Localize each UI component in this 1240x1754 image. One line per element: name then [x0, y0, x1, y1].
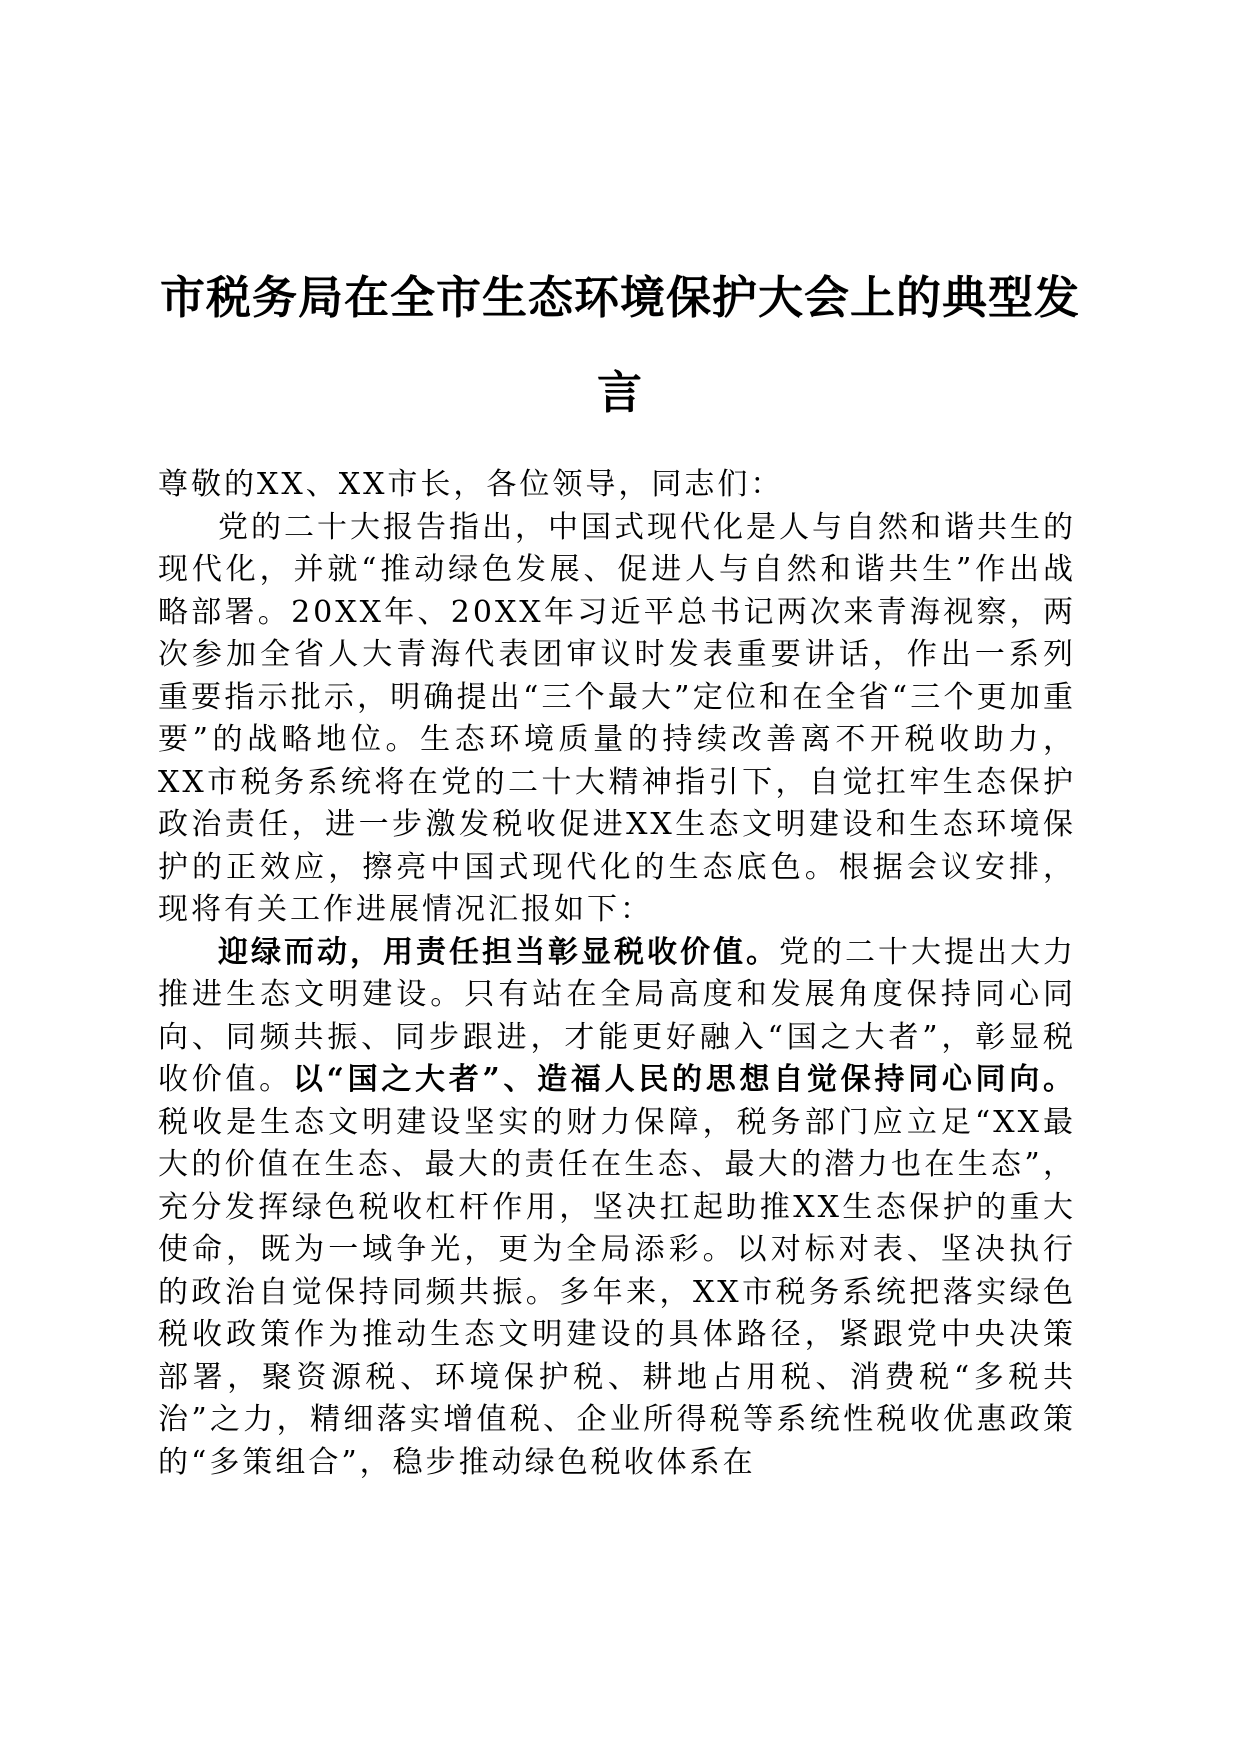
document-body	[158, 464, 1076, 1484]
section-text-2: 税收是生态文明建设坚实的财力保障，税务部门应立足“XX最大的价值在生态、最大的责任在生态、最大的潜力也在生态”，充分发挥绿色税收杠杆作用，坚决扛起助推XX生态保护的重大使命，既为一域争光，更为全局添彩。以对标对表、坚决执行的政治自觉保持同频共振。多年来，XX市税务系统把落实绿色税收政策作为推动生态文明建设的具体路径，紧跟党中央决策部署，聚资源税、环境保护税、耕地占用税、消费税“多税共治”之力，精细落实增值税、企业所得税等系统性税收优惠政策的“多策组合”，稳步推动绿色税收体系在	[158, 1104, 1076, 1480]
salutation: 尊敬的XX、XX市长，各位领导，同志们：	[158, 467, 784, 502]
section-text-1: 党的二十大提出大力推进生态文明建设。只有站在全局高度和发展角度保持同心同向、同频共振、同步跟进，才能更好融入“国之大者”，彰显税收价值。	[158, 934, 1076, 1097]
document-title: 市税务局在全市生态环境保护大会上的典型发言	[159, 271, 1080, 419]
section-subheading: 以“国之大者”、造福人民的思想自觉保持同心同向。	[292, 1062, 1076, 1097]
section-heading: 迎绿而动，用责任担当彰显税收价值。	[218, 934, 779, 970]
paragraph-intro: 党的二十大报告指出，中国式现代化是人与自然和谐共生的现代化，并就“推动绿色发展、促进人与自然和谐共生”作出战略部署。20XX年、20XX年习近平总书记两次来青海视察，两次参加全省人大青海代表团审议时发表重要讲话，作出一系列重要指示批示，明确提出“三个最大”定位和在全省“三个更加重要”的战略地位。生态环境质量的持续改善离不开税收助力，XX市税务系统将在党的二十大精神指引下，自觉扛牢生态保护政治责任，进一步激发税收促进XX生态文明建设和生态环境保护的正效应，擦亮中国式现代化的生态底色。根据会议安排，现将有关工作进展情况汇报如下：	[158, 509, 1076, 927]
paragraph-section-1	[158, 932, 1076, 1485]
